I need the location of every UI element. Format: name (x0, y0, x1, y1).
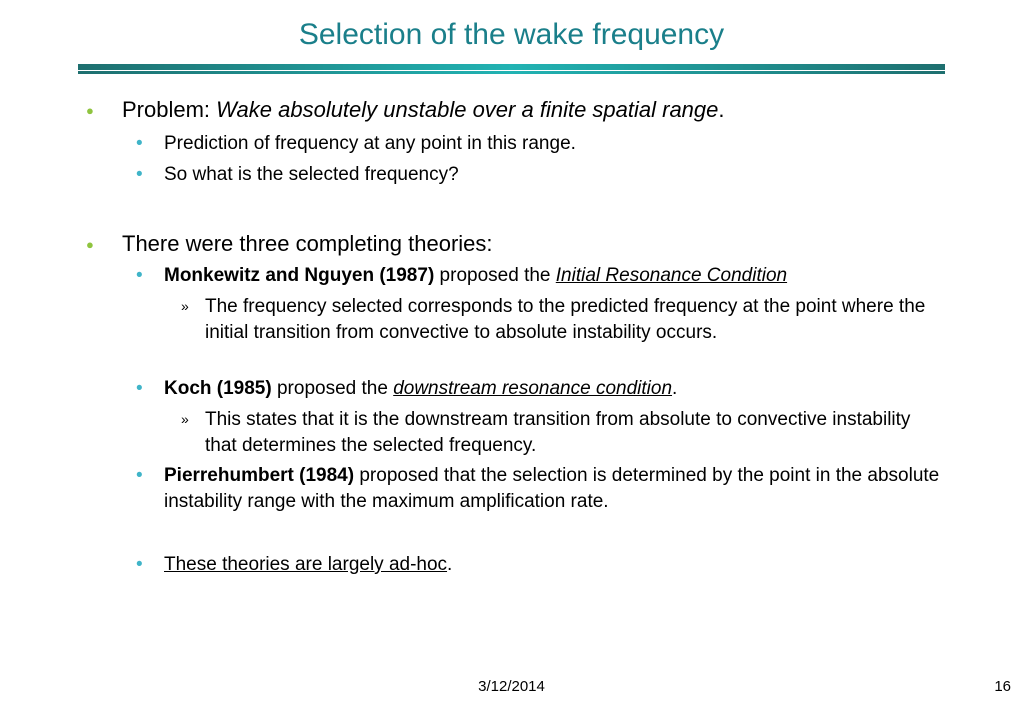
term-initial-resonance: Initial Resonance Condition (555, 265, 788, 286)
problem-label: Problem: (122, 97, 217, 122)
page-number: 16 (994, 678, 1011, 695)
detail-monkewitz: » The frequency selected corresponds to the predicted frequency at the point where the initial transition from convective to absolute instability occurs. (205, 294, 945, 346)
bullet-dot-icon: • (136, 133, 143, 154)
bullet-theories: ● There were three completing theories: (86, 231, 493, 256)
bullet-dot-icon: • (136, 465, 143, 486)
term-downstream-resonance: downstream resonance condition (393, 378, 673, 399)
bullet-dot-icon: • (136, 378, 143, 399)
title-divider (78, 64, 945, 74)
divider-bar-bottom (78, 71, 945, 74)
detail-koch: » This states that it is the downstream transition from absolute to convective instability that determines the selected frequency. (205, 407, 945, 459)
sub-bullet-pierrehumbert: • Pierrehumbert (1984) proposed that the selection is determined by the point in the absolute instability range with the maximum amplification rate. (136, 465, 940, 512)
sub-bullet-monkewitz: • Monkewitz and Nguyen (1987) proposed the Initial Resonance Condition (164, 263, 954, 289)
chevron-icon: » (181, 411, 189, 427)
problem-statement: Wake absolutely unstable over a finite spatial range (216, 97, 719, 122)
sub-bullet-conclusion: • These theories are largely ad-hoc. (164, 552, 954, 578)
sub-bullet-koch: • Koch (1985) proposed the downstream resonance condition. (164, 376, 954, 402)
bullet-dot-icon: • (136, 265, 143, 286)
bullet-dot-icon: ● (86, 103, 94, 118)
chevron-icon: » (181, 298, 189, 314)
sub-bullet-question: • So what is the selected frequency? (164, 162, 954, 188)
footer-date: 3/12/2014 (478, 678, 545, 695)
bullet-dot-icon: ● (86, 237, 94, 252)
bullet-problem: ● Problem: Wake absolutely unstable over a finite spatial range. (86, 97, 725, 122)
slide-title: Selection of the wake frequency (298, 18, 725, 51)
sub-bullet-prediction: • Prediction of frequency at any point in this range. (164, 131, 954, 157)
bullet-dot-icon: • (136, 164, 143, 185)
bullet-dot-icon: • (136, 554, 143, 575)
